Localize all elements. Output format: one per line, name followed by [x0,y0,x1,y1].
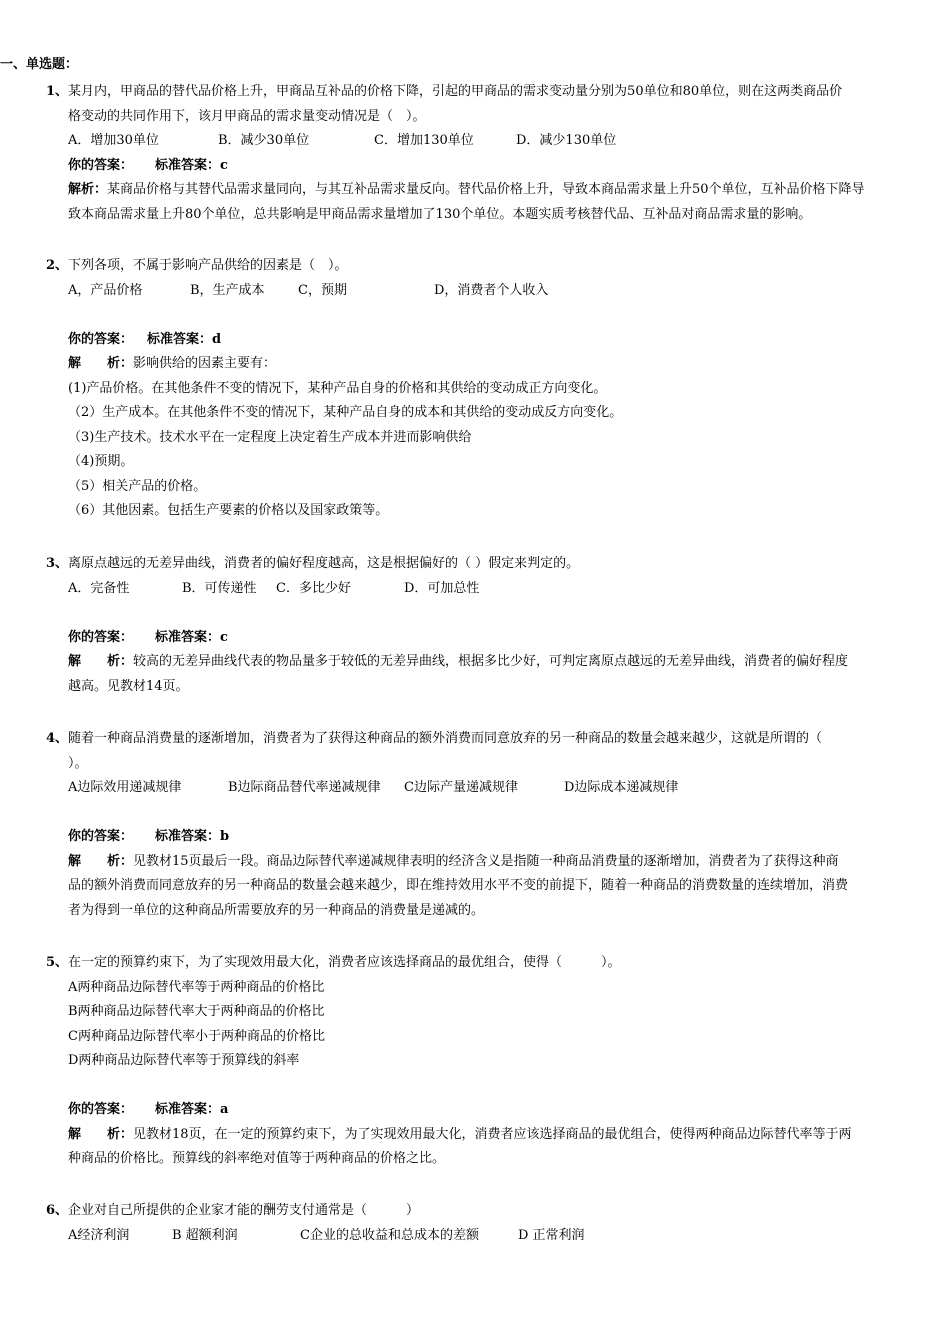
standard-answer-label: 标准答案： [155,629,221,645]
your-answer-label: 你的答案： [68,629,134,645]
question-number: 2、 [46,258,69,273]
question-3 [46,552,926,699]
options-row [46,129,926,154]
explanation-cont: 者为得到一单位的这种商品所需要放弃的另一种商品的消费量是递减的。 [68,902,485,918]
option-c: C两种商品边际替代率小于两种商品的价格比 [68,1028,325,1044]
option-a: A．增加30单位 [68,133,159,148]
explanation: 解 析：影响供给的因素主要有： [68,356,277,371]
option-c: C．增加130单位 [374,133,474,148]
standard-answer-value: a [220,1102,229,1117]
answer-row [46,328,926,353]
option-c: C边际产量递减规律 [404,780,518,795]
question-stem: 3、离原点越远的无差异曲线，消费者的偏好程度越高，这是根据偏好的（ ）假定来判定的。 [46,556,580,571]
option-d: D边际成本递减规律 [564,780,679,795]
option-c: C，预期 [298,282,347,298]
standard-answer-label: 标准答案： [155,1102,221,1117]
your-answer-label: 你的答案： [68,157,134,173]
answer-row [46,1098,926,1123]
option-b: B．可传递性 [182,580,257,596]
standard-answer-label: 标准答案： [155,157,221,173]
question-2 [46,254,926,524]
option-b: B，生产成本 [190,282,265,298]
answer-row [46,825,926,850]
explanation-list-item: （6）其他因素。包括生产要素的价格以及国家政策等。 [68,503,389,518]
question-stem: 5、在一定的预算约束下，为了实现效用最大化，消费者应该选择商品的最优组合，使得（ ）。 [46,955,621,970]
explanation: 解析：某商品价格与其替代品需求量同向，与其互补品需求量反向。替代品价格上升，导致本商品需求量上升50个单位，互补品价格下降导 [68,182,865,197]
explanation-list-item: （2）生产成本。在其他条件不变的情况下，某种产品自身的成本和其供给的变动成反方向变化。 [68,405,623,420]
option-d: D，消费者个人收入 [434,282,549,298]
option-a: A边际效用递减规律 [68,780,182,795]
question-stem: 4、随着一种商品消费量的逐渐增加，消费者为了获得这种商品的额外消费而同意放弃的另一种商品的数量会越来越少，这就是所谓的（ [46,731,823,746]
option-b: B．减少30单位 [218,133,310,148]
option-a: A．完备性 [68,580,130,596]
explanation: 解 析：见教材18页，在一定的预算约束下，为了实现效用最大化，消费者应该选择商品的最优组合，使得两种商品边际替代率等于两 [68,1126,852,1142]
option-b: B 超额利润 [172,1227,238,1243]
question-number: 4、 [46,731,69,746]
standard-answer-label: 标准答案： [155,829,221,844]
option-d: D两种商品边际替代率等于预算线的斜率 [68,1053,300,1068]
question-1 [46,80,926,227]
explanation-cont: 种商品的价格比。预算线的斜率绝对值等于两种商品的价格之比。 [68,1151,446,1166]
standard-answer-value: b [220,829,230,844]
explanation-label: 解 析： [68,356,134,371]
options-row [46,279,926,304]
question-number: 6、 [46,1203,69,1218]
question-4 [46,727,926,923]
options-row [46,577,926,602]
explanation-cont: 品的额外消费而同意放弃的另一种商品的数量会越来越少，即在维持效用水平不变的前提下，随着一种商品的消费数量的连续增加，消费 [68,878,849,893]
explanation-cont: 越高。见教材14页。 [68,678,189,694]
option-c: C企业的总收益和总成本的差额 [300,1227,479,1243]
your-answer-label: 你的答案： [68,1102,134,1117]
explanation: 解 析：较高的无差异曲线代表的物品量多于较低的无差异曲线，根据多比少好，可判定离原点越远的无差异曲线，消费者的偏好程度 [68,654,849,669]
option-c: C．多比少好 [276,580,351,596]
explanation-label: 解 析： [68,1126,134,1142]
option-a: A经济利润 [68,1227,130,1243]
explanation-list-item: （5）相关产品的价格。 [68,478,207,494]
explanation-label: 解 析： [68,853,134,869]
options-row [46,1224,926,1249]
answer-row [46,154,926,179]
option-a: A，产品价格 [68,282,143,298]
explanation-list-item: （3)生产技术。技术水平在一定程度上决定着生产成本并进而影响供给 [68,429,472,445]
question-number: 5、 [46,955,69,970]
standard-answer-label: 标准答案： [147,331,213,347]
explanation-cont: 致本商品需求量上升80个单位，总共影响是甲商品需求量增加了130个单位。本题实质考核替代品、互补品对商品需求量的影响。 [68,206,812,222]
section-title: 一、单选题： [0,57,79,72]
explanation-label: 解析： [68,182,108,197]
options-row [46,776,926,801]
question-5 [46,951,926,1172]
question-stem: 6、企业对自己所提供的企业家才能的酬劳支付通常是（ ） [46,1203,420,1218]
explanation-label: 解 析： [68,654,134,669]
your-answer-label: 你的答案： [68,331,134,347]
question-stem-cont: ）。 [68,755,88,771]
question-stem: 2、下列各项，不属于影响产品供给的因素是（ ）。 [46,258,348,273]
question-6 [46,1199,926,1248]
your-answer-label: 你的答案： [68,829,134,844]
explanation-list-item: (1)产品价格。在其他条件不变的情况下，某种产品自身的价格和其供给的变动成正方向变化。 [68,380,607,396]
answer-row [46,626,926,651]
question-stem: 1、某月内，甲商品的替代品价格上升，甲商品互补品的价格下降，引起的甲商品的需求变动量分别为50单位和80单位，则在这两类商品价 [46,84,843,99]
question-number: 3、 [46,556,69,571]
explanation-list-item: （4)预期。 [68,454,134,469]
option-d: D．可加总性 [404,580,480,596]
standard-answer-value: c [220,629,228,645]
option-d: D 正常利润 [518,1227,585,1243]
option-d: D．减少130单位 [516,133,617,148]
question-stem-cont: 格变动的共同作用下，该月甲商品的需求量变动情况是（ ）。 [68,108,426,124]
explanation: 解 析：见教材15页最后一段。商品边际替代率递减规律表明的经济含义是指随一种商品消费量的逐渐增加，消费者为了获得这种商 [68,853,839,869]
option-a: A两种商品边际替代率等于两种商品的价格比 [68,979,325,995]
option-b: B边际商品替代率递减规律 [228,780,381,795]
option-b: B两种商品边际替代率大于两种商品的价格比 [68,1004,325,1019]
question-number: 1、 [46,84,69,99]
standard-answer-value: d [212,331,222,347]
standard-answer-value: c [220,157,228,173]
